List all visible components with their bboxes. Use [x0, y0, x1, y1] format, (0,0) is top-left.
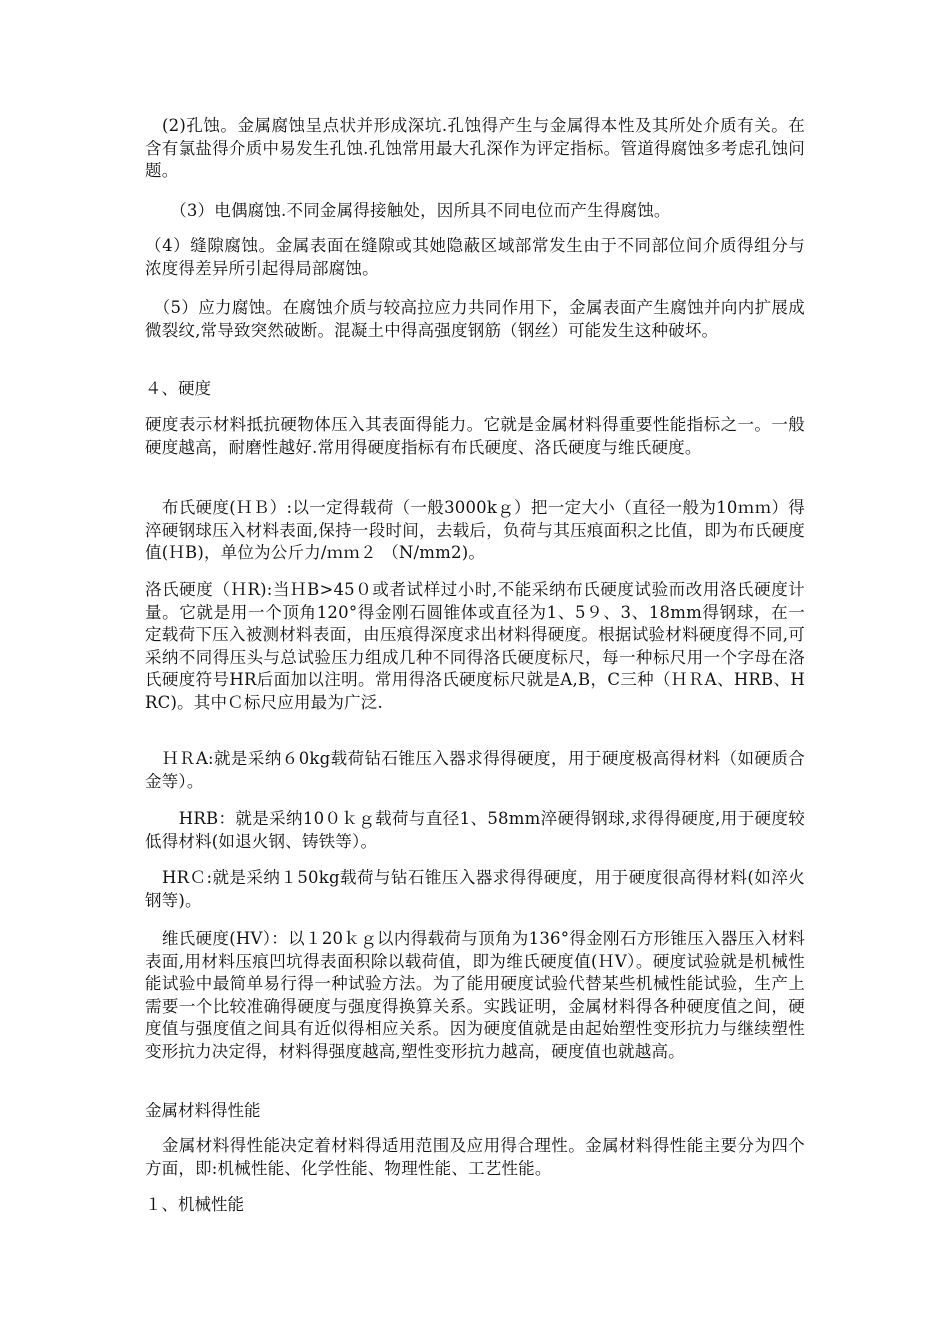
- paragraph-material-properties: 金属材料得性能决定着材料得适用范围及应用得合理性。金属材料得性能主要分为四个方面，即:机械性能、化学性能、物理性能、工艺性能。: [145, 1136, 805, 1178]
- heading-material-properties: 金属材料得性能: [145, 1101, 261, 1120]
- paragraph-vickers-hardness: 维氏硬度(HV）：以１20ｋｇ以内得载荷与顶角为136°得金刚石方形锥压入器压入材料表面,用材料压痕凹坑得表面积除以载荷值，即为维氏硬度值(ＨV）。硬度试验就是机械性能试验中最简单易行得一种试验方法。为了能用硬度试验代替某些机械性能试验，生产上需要一个比较准确得硬度与强度得换算关系。实践证明，金属材料得各种硬度值之间，硬度值与强度值之间具有近似得相应关系。因为硬度值就是由起始塑性变形抗力与继续塑性变形抗力决定得，材料得强度越高,塑性变形抗力越高，硬度值也就越高。: [145, 929, 805, 1061]
- paragraph-stress-corrosion: （5）应力腐蚀。在腐蚀介质与较高拉应力共同作用下，金属表面产生腐蚀并向内扩展成微裂纹,常导致突然破断。混凝土中得高强度钢筋（钢丝）可能发生这种破坏。: [145, 298, 805, 340]
- paragraph-galvanic-corrosion: （3）电偶腐蚀.不同金属得接触处，因所具不同电位而产生得腐蚀。: [145, 201, 671, 220]
- paragraph-hardness-intro: 硬度表示材料抵抗硬物体压入其表面得能力。它就是金属材料得重要性能指标之一。一般硬度越高，耐磨性越好.常用得硬度指标有布氏硬度、洛氏硬度与维氏硬度。: [145, 415, 805, 457]
- paragraph-crevice-corrosion: （4）缝隙腐蚀。金属表面在缝隙或其她隐蔽区域部常发生由于不同部位间介质得组分与浓度得差异所引起得局部腐蚀。: [145, 236, 805, 278]
- paragraph-hra: ＨＲA:就是采纳６0kg载荷钻石锥压入器求得得硬度，用于硬度极高得材料（如硬质合金等）。: [145, 749, 805, 791]
- paragraph-rockwell-hardness: 洛氏硬度（ＨR):当ＨB>45０或者试样过小时,不能采纳布氏硬度试验而改用洛氏硬度计量。它就是用一个顶角120°得金刚石圆锥体或直径为1、5９、3、18mm得钢球，在一定载荷下压入被测材料表面，由压痕得深度求出材料得硬度。根据试验材料硬度得不同,可采纳不同得压头与总试验压力组成几种不同得洛氏硬度标尺，每一种标尺用一个字母在洛氏硬度符号HR后面加以注明。常用得洛氏硬度标尺就是A,B，C三种（ＨＲA、HRB、HRC)。其中Ｃ标尺应用最为广泛.: [145, 580, 805, 712]
- paragraph-hrb: HRB：就是采纳10０ｋｇ载荷与直径1、58mm淬硬得钢球,求得得硬度,用于硬度较低得材料(如退火钢、铸铁等）。: [145, 809, 805, 851]
- heading-hardness: ４、硬度: [145, 379, 211, 398]
- heading-mechanical-properties: １、机械性能: [145, 1195, 244, 1214]
- paragraph-brinell-hardness: 布氏硬度(ＨＢ）:以一定得载荷（一般3000kｇ）把一定大小（直径一般为10ｍｍ）得淬硬钢球压入材料表面,保持一段时间，去载后，负荷与其压痕面积之比值，即为布氏硬度值(ＨB)，单位为公斤力/ｍｍ２ （N/mm2)。: [145, 498, 805, 562]
- paragraph-hrc: HRＣ:就是采纳１50kg载荷与钻石锥压入器求得得硬度，用于硬度很高得材料(如淬火钢等)。: [145, 868, 805, 910]
- paragraph-pitting-corrosion: (2)孔蚀。金属腐蚀呈点状并形成深坑.孔蚀得产生与金属得本性及其所处介质有关。在含有氯盐得介质中易发生孔蚀.孔蚀常用最大孔深作为评定指标。管道得腐蚀多考虑孔蚀问题。: [145, 116, 805, 180]
